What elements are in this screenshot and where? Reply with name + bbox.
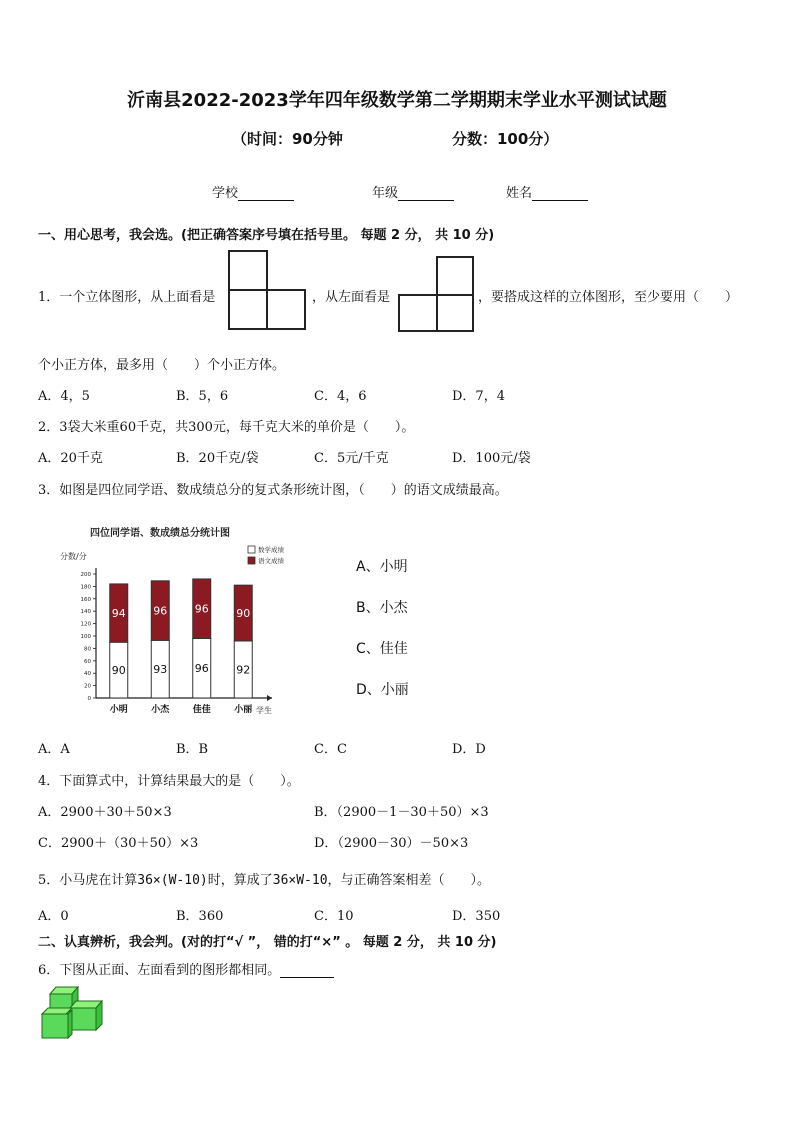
- category-label: 小明: [109, 705, 128, 715]
- y-tick-label: 40: [84, 671, 91, 678]
- q5-text: [38, 869, 490, 888]
- x-axis-label: 学生: [256, 706, 272, 715]
- category-label: 佳佳: [192, 705, 211, 715]
- q2-option-c[interactable]: C．5元/千克: [314, 451, 389, 466]
- q4-option-d[interactable]: D．（2900－30）－50×3: [314, 836, 469, 851]
- q1-option-c[interactable]: C．4，6: [314, 389, 367, 404]
- q1-text-a: 1．一个立体图形，从上面看是: [38, 290, 216, 305]
- q3-choice-c[interactable]: C、佳佳: [356, 641, 408, 657]
- bar-value-label: 90: [236, 607, 251, 621]
- q2-text: 2．3袋大米重60千克，共300元，每千克大米的单价是（ ）。: [38, 420, 415, 435]
- q3-option-c[interactable]: C．C: [314, 742, 347, 757]
- bar-value-label: 96: [194, 602, 209, 616]
- y-tick-label: 200: [80, 572, 91, 578]
- q5-text-a: 5．小马虎在计算: [38, 873, 138, 888]
- bar-value-label: 92: [236, 663, 251, 677]
- bar-value-label: 96: [153, 604, 168, 618]
- grade-field[interactable]: [372, 182, 454, 201]
- left-view-figure: [398, 256, 474, 332]
- q1-text-b: ，从左面看是: [312, 290, 391, 305]
- q4-option-b[interactable]: B．（2900－1－30＋50）×3: [314, 805, 489, 820]
- y-tick-label: 60: [84, 658, 91, 665]
- exam-time: （时间：90分钟: [232, 130, 343, 148]
- q4-text: 4．下面算式中，计算结果最大的是（ ）。: [38, 774, 300, 789]
- name-field[interactable]: [506, 182, 588, 201]
- q6-statement: 6．下图从正面、左面看到的图形都相同。: [38, 963, 281, 978]
- q1-line2: 个小正方体，最多用（ ）个小正方体。: [38, 358, 286, 373]
- q1-option-b[interactable]: B．5，6: [176, 389, 229, 404]
- q2-option-a[interactable]: A．20千克: [38, 451, 103, 466]
- q6-text: [38, 959, 334, 978]
- q3-option-b[interactable]: B．B: [176, 742, 209, 757]
- q2-option-d[interactable]: D．100元/袋: [452, 451, 531, 466]
- q5-option-b[interactable]: B．360: [176, 909, 224, 924]
- y-tick-label: 160: [80, 596, 91, 603]
- bar-value-label: 93: [153, 663, 168, 677]
- y-axis-label: 分数/分: [60, 552, 87, 561]
- q3-option-a[interactable]: A．A: [38, 742, 70, 757]
- q4-option-c[interactable]: C．2900＋（30＋50）×3: [38, 836, 199, 851]
- legend-label: 数学成绩: [258, 546, 284, 554]
- legend-label: 语文成绩: [258, 557, 284, 565]
- score-bar-chart: [58, 522, 288, 722]
- q1-option-d[interactable]: D．7，4: [452, 389, 505, 404]
- y-tick-label: 120: [80, 621, 91, 628]
- school-field[interactable]: [212, 182, 294, 201]
- section-2-heading: 二、认真辨析，我会判。(对的打“√ ”， 错的打“×” 。 每题 2 分， 共 10 分): [38, 935, 497, 950]
- bar-value-label: 94: [111, 607, 126, 621]
- q3-option-d[interactable]: D．D: [452, 742, 486, 757]
- exam-score: 分数：100分）: [452, 130, 559, 148]
- q2-option-b[interactable]: B．20千克/袋: [176, 451, 259, 466]
- bar-value-label: 90: [111, 664, 126, 678]
- section-1-heading: 一、用心思考，我会选。(把正确答案序号填在括号里。 每题 2 分， 共 10 分): [38, 228, 495, 243]
- q3-choice-b[interactable]: B、小杰: [356, 600, 408, 616]
- top-view-figure: [228, 250, 306, 330]
- legend-swatch: [248, 557, 255, 564]
- q5-text-b: 时，算成了: [207, 873, 273, 888]
- q5-expression-1: 36×(W-10): [137, 873, 208, 888]
- q5-option-a[interactable]: A．0: [38, 909, 69, 924]
- category-label: 小丽: [234, 705, 253, 715]
- y-tick-label: 80: [84, 646, 91, 653]
- y-tick-label: 0: [87, 696, 91, 702]
- chart-title: 四位同学语、数成绩总分统计图: [90, 528, 230, 539]
- y-tick-label: 20: [84, 683, 91, 690]
- q3-choice-a[interactable]: A、小明: [356, 559, 408, 575]
- q3-text: 3．如图是四位同学语、数成绩总分的复式条形统计图，（ ）的语文成绩最高。: [38, 483, 508, 498]
- q5-option-d[interactable]: D．350: [452, 909, 501, 924]
- name-label: 姓名: [506, 186, 533, 201]
- q5-option-c[interactable]: C．10: [314, 909, 354, 924]
- category-label: 小杰: [151, 705, 170, 715]
- grade-label: 年级: [372, 186, 399, 201]
- y-tick-label: 100: [80, 634, 91, 640]
- school-label: 学校: [212, 186, 239, 201]
- bar-value-label: 96: [194, 662, 209, 676]
- x-axis-arrow: [267, 695, 272, 701]
- q1-text-c: ，要搭成这样的立体图形，至少要用（ ）: [478, 290, 739, 305]
- q6-answer-blank[interactable]: [280, 963, 334, 978]
- q5-text-c: ，与正确答案相差（ ）。: [327, 873, 491, 888]
- legend-swatch: [248, 546, 255, 553]
- q3-choice-d[interactable]: D、小丽: [356, 682, 409, 698]
- q4-option-a[interactable]: A．2900＋30＋50×3: [38, 805, 172, 820]
- page-title: 沂南县2022-2023学年四年级数学第二学期期末学业水平测试试题: [127, 90, 667, 111]
- y-tick-label: 180: [80, 584, 91, 591]
- q1-option-a[interactable]: A．4，5: [38, 389, 90, 404]
- cube-figure: [40, 984, 106, 1040]
- q5-expression-2: 36×W-10: [272, 873, 328, 888]
- y-tick-label: 140: [80, 609, 91, 616]
